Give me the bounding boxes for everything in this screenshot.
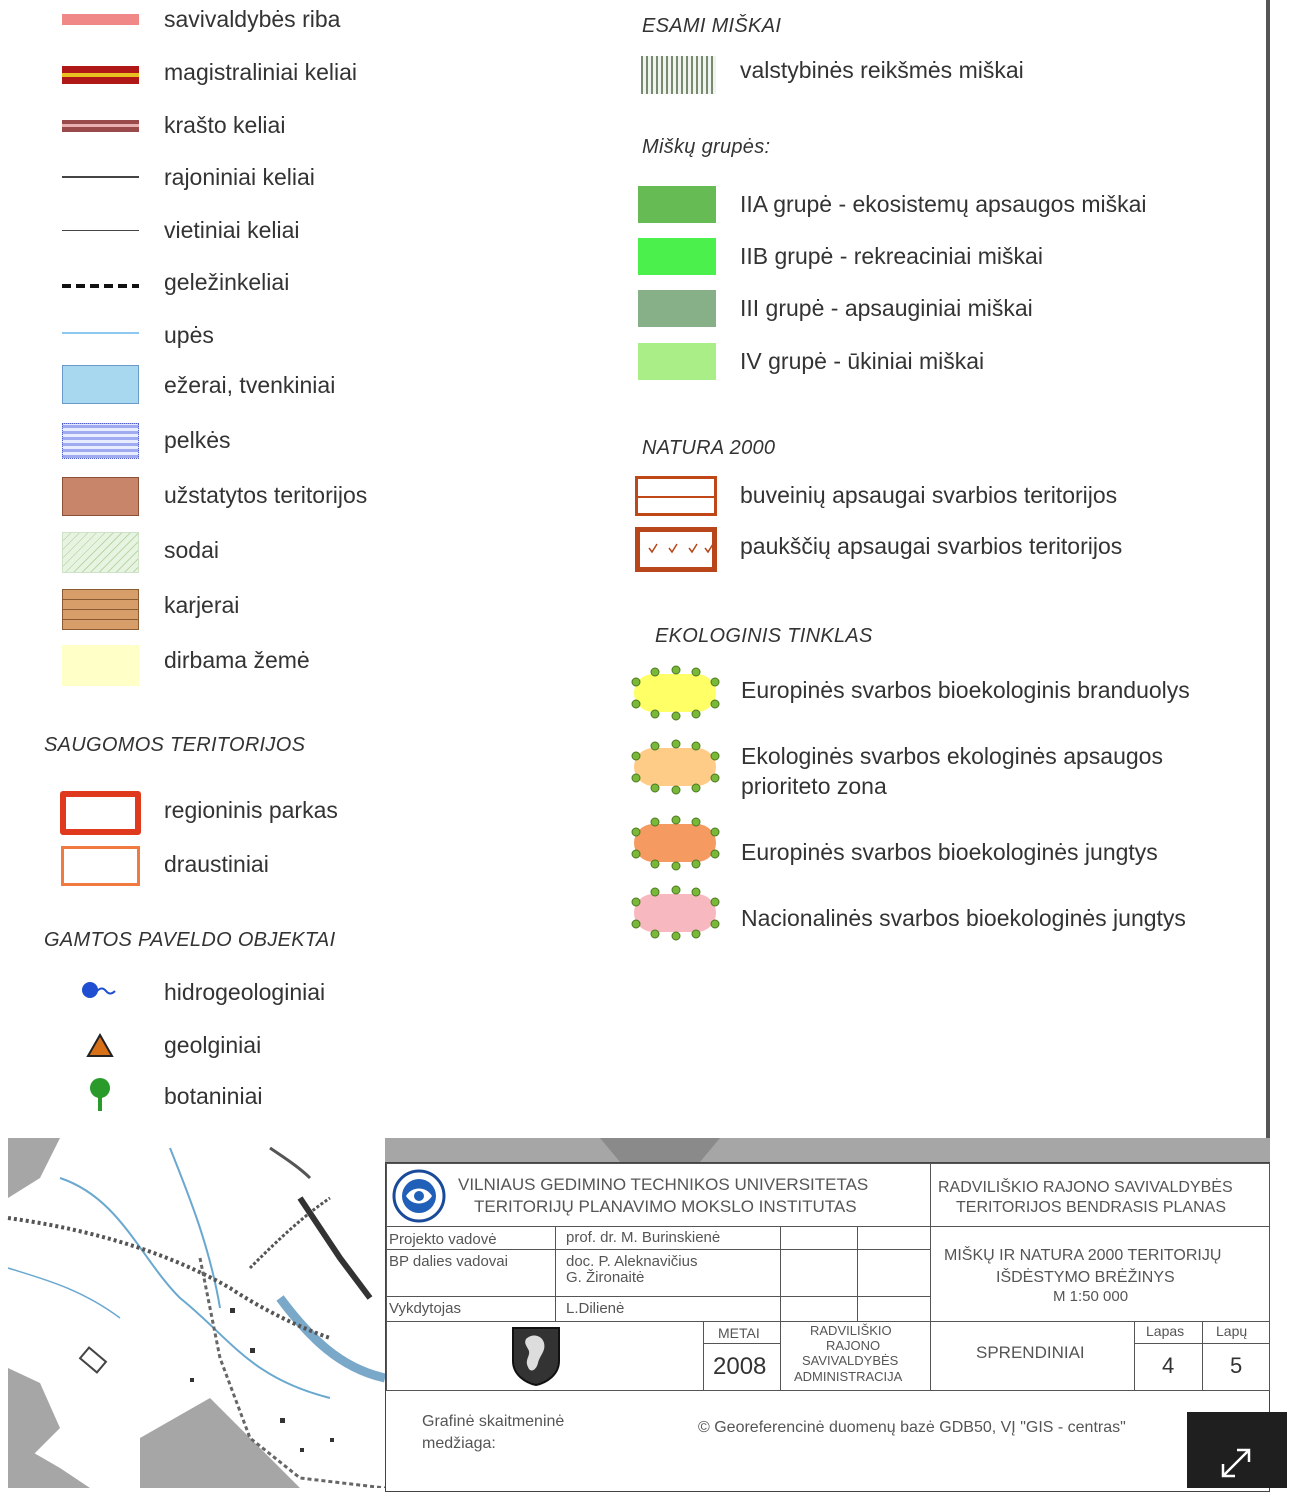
legend-label-habitat-protection: buveinių apsaugai svarbios teritorijos — [740, 482, 1118, 508]
state-forest-swatch — [641, 56, 716, 94]
district-road-swatch — [62, 176, 139, 178]
sheet-label: Lapas — [1146, 1323, 1185, 1339]
drawing-title-line2: IŠDĖSTYMO BRĖŽINYS — [996, 1269, 1175, 1286]
legend-label-main-road: magistraliniai keliai — [164, 59, 358, 85]
admin-line2: RAJONO — [826, 1338, 881, 1353]
legend-label-quarries: karjerai — [164, 592, 240, 618]
legend-label-eco-national-corridors: Nacionalinės svarbos bioekologinės jungtys — [741, 905, 1186, 931]
university-logo-icon — [392, 1169, 446, 1223]
legend-label-lakes: ežerai, tvenkiniai — [164, 372, 336, 398]
legend-label-forest-group-iia: IIA grupė - ekosistemų apsaugos miškai — [740, 191, 1147, 217]
forest-group-iib-swatch — [638, 238, 716, 275]
year-value: 2008 — [713, 1353, 767, 1380]
legend-label-eco-core: Europinės svarbos bioekologinis branduolys — [741, 677, 1190, 703]
legend-label-gardens: sodai — [164, 537, 219, 563]
municipal-boundary-swatch — [62, 14, 139, 25]
university-name-line1: VILNIAUS GEDIMINO TECHNIKOS UNIVERSITETAS — [458, 1175, 869, 1194]
forest-groups-heading: Miškų grupės: — [642, 136, 771, 158]
legend-label-regional-road: krašto keliai — [164, 112, 286, 138]
quarries-swatch — [62, 589, 139, 630]
habitat-protection-swatch — [635, 476, 717, 516]
swamps-swatch — [62, 423, 139, 459]
bird-protection-swatch — [635, 527, 717, 572]
legend-label-eco-priority-zone: Ekologinės svarbos ekologinės apsaugos — [741, 743, 1163, 769]
legend-label-forest-group-iii: III grupė - apsauginiai miškai — [740, 295, 1033, 321]
part-lead-name-1: doc. P. Aleknavičius — [566, 1253, 698, 1270]
legend-label-hydrogeological: hidrogeologiniai — [164, 979, 326, 1005]
legend-label-forest-group-iv: IV grupė - ūkiniai miškai — [740, 348, 985, 374]
legend-label-arable-land: dirbama žemė — [164, 647, 310, 673]
lakes-swatch — [62, 365, 139, 404]
reserves-swatch — [61, 846, 140, 886]
legend-label-river: upės — [164, 322, 214, 348]
eco-national-corridors-swatch — [626, 884, 724, 942]
project-lead-name: prof. dr. M. Burinskienė — [566, 1229, 721, 1246]
legend-label-local-road: vietiniai keliai — [164, 217, 300, 243]
legend-label-bird-protection: paukščių apsaugai svarbios teritorijos — [740, 533, 1123, 559]
legend-label-district-road: rajoniniai keliai — [164, 164, 315, 190]
drawing-scale: M 1:50 000 — [1053, 1288, 1129, 1305]
expand-icon — [1219, 1446, 1253, 1480]
ecological-network-heading: EKOLOGINIS TINKLAS — [655, 625, 873, 647]
map-frame-border — [1266, 0, 1270, 1160]
regional-road-swatch — [62, 120, 139, 132]
forest-group-iia-swatch — [638, 186, 716, 223]
legend-label-geological: geolginiai — [164, 1032, 262, 1058]
executor-name: L.Dilienė — [566, 1300, 625, 1317]
data-source: © Georeferencinė duomenų bazė GDB50, VĮ "GIS - centras" — [698, 1419, 1126, 1436]
tree-icon — [84, 1077, 116, 1113]
project-lead-role: Projekto vadovė — [389, 1231, 497, 1248]
existing-forests-heading: ESAMI MIŠKAI — [642, 15, 782, 37]
digital-material-label-line1: Grafinė skaitmeninė — [422, 1413, 565, 1430]
railway-swatch — [62, 284, 139, 288]
admin-line3: SAVIVALDYBĖS — [802, 1353, 899, 1368]
sheet-number: 4 — [1162, 1353, 1175, 1378]
legend-label-state-forest: valstybinės reikšmės miškai — [740, 57, 1024, 83]
part-leads-role: BP dalies vadovai — [389, 1253, 508, 1270]
part-lead-name-2: G. Žironaitė — [566, 1269, 645, 1286]
eco-core-swatch — [626, 664, 724, 722]
year-label: METAI — [718, 1325, 760, 1341]
legend-label-reserves: draustiniai — [164, 851, 269, 877]
built-up-swatch — [62, 477, 139, 516]
gardens-swatch — [62, 532, 139, 573]
legend-label-regional-park: regioninis parkas — [164, 797, 338, 823]
admin-line4: ADMINISTRACIJA — [794, 1369, 903, 1384]
natural-heritage-heading: GAMTOS PAVELDO OBJEKTAI — [44, 929, 336, 951]
forest-group-iv-swatch — [638, 343, 716, 380]
main-road-swatch — [62, 66, 139, 84]
expand-button[interactable] — [1187, 1412, 1287, 1488]
spring-icon — [80, 978, 120, 1004]
client-name-line1: RADVILIŠKIO RAJONO SAVIVALDYBĖS — [938, 1179, 1233, 1196]
local-road-swatch — [62, 230, 139, 231]
triangle-icon — [86, 1033, 114, 1059]
sheets-label: Lapų — [1216, 1323, 1248, 1339]
legend-label-swamps: pelkės — [164, 427, 231, 453]
sheets-count: 5 — [1230, 1353, 1243, 1378]
natura-2000-heading: NATURA 2000 — [642, 437, 776, 459]
legend-label-eco-european-corridors: Europinės svarbos bioekologinės jungtys — [741, 839, 1158, 865]
legend-label-forest-group-iib: IIB grupė - rekreaciniai miškai — [740, 243, 1043, 269]
executor-role: Vykdytojas — [389, 1300, 461, 1317]
legend-label-built-up: užstatytos teritorijos — [164, 482, 368, 508]
university-name-line2: TERITORIJŲ PLANAVIMO MOKSLO INSTITUTAS — [474, 1197, 857, 1216]
title-block — [385, 1162, 1270, 1492]
protected-territories-heading: SAUGOMOS TERITORIJOS — [44, 734, 306, 756]
eco-european-corridors-swatch — [626, 814, 724, 872]
stage-label: SPRENDINIAI — [976, 1343, 1085, 1362]
drawing-title-line1: MIŠKŲ IR NATURA 2000 TERITORIJŲ — [944, 1247, 1222, 1264]
forest-group-iii-swatch — [638, 290, 716, 327]
digital-material-label-line2: medžiaga: — [422, 1435, 496, 1452]
legend-label-municipal-boundary: savivaldybės riba — [164, 6, 341, 32]
eco-priority-zone-swatch — [626, 738, 724, 796]
coat-of-arms-icon — [510, 1325, 562, 1387]
admin-line1: RADVILIŠKIO — [810, 1323, 892, 1338]
regional-park-swatch — [60, 791, 141, 835]
legend-label-botanical: botaniniai — [164, 1083, 263, 1109]
client-name-line2: TERITORIJOS BENDRASIS PLANAS — [956, 1199, 1226, 1216]
river-swatch — [62, 332, 139, 334]
legend-label-railway: geležinkeliai — [164, 269, 290, 295]
arable-land-swatch — [62, 645, 139, 686]
legend-label-eco-priority-zone-line2: prioriteto zona — [741, 773, 887, 799]
